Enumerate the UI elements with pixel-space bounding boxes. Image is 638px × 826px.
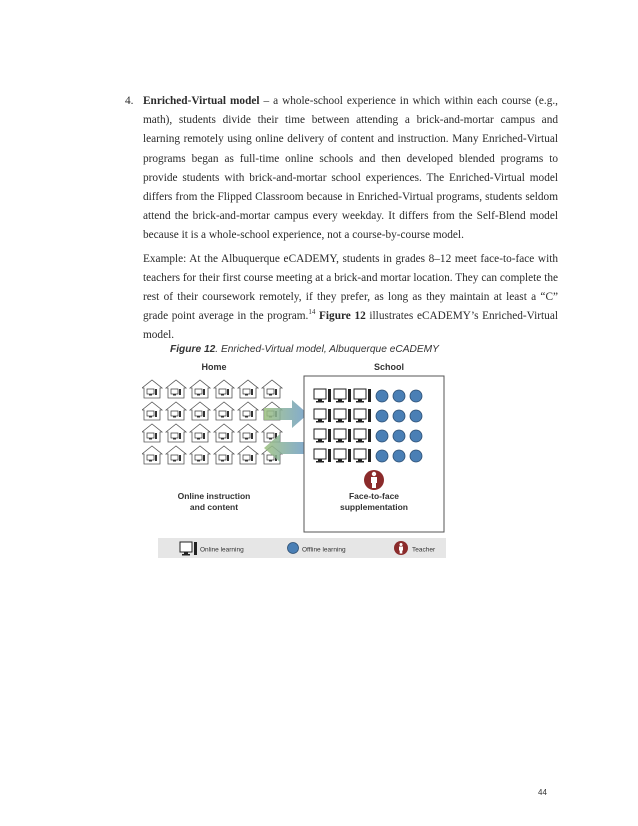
term: Enriched-Virtual model — [143, 95, 260, 107]
home-label: Home — [201, 362, 227, 372]
offline-learning-icon — [393, 430, 405, 442]
house-icon — [190, 446, 210, 464]
page-number: 44 — [538, 788, 547, 797]
house-icon — [166, 402, 186, 420]
legend-teacher-icon — [394, 541, 408, 555]
offline-learning-icon — [376, 430, 388, 442]
footnote-ref[interactable]: 14 — [308, 308, 316, 317]
home-caption-line1: Online instruction — [177, 491, 251, 501]
home-grid — [142, 380, 282, 464]
figure-diagram — [142, 356, 472, 566]
house-icon — [238, 380, 258, 398]
house-icon — [166, 424, 186, 442]
figure-caption-text: . Enriched-Virtual model, Albuquerque eCADEMY — [215, 344, 439, 355]
legend-offline-label: Offline learning — [302, 546, 346, 554]
offline-learning-icon — [410, 390, 422, 402]
legend-online-label: Online learning — [200, 546, 244, 554]
definition-paragraph — [143, 92, 558, 246]
example-text: Example: At the Albuquerque eCADEMY, students in grades 8–12 meet face-to-face with teachers for their first course meeting at a brick-and mortar location. They can complete the rest of their coursework remotely, if they prefer, as long as they maintain at least a “C” grade point average in the program. — [143, 252, 558, 323]
offline-learning-icon — [376, 450, 388, 462]
house-icon — [238, 424, 258, 442]
house-icon — [238, 402, 258, 420]
house-icon — [142, 380, 162, 398]
teacher-icon — [364, 470, 384, 490]
house-icon — [190, 424, 210, 442]
school-caption-line1: Face-to-face — [348, 491, 400, 501]
offline-learning-icon — [410, 430, 422, 442]
legend-teacher-label: Teacher — [412, 546, 436, 554]
list-item-enriched-virtual — [126, 92, 558, 346]
house-icon — [142, 446, 162, 464]
offline-learning-icon — [410, 410, 422, 422]
definition-text: – a whole-school experience in which within each course (e.g., math), students divide their time between attending a brick-and-mortar campus and learning remotely using online delivery of content and instruction. Many Enriched-Virtual programs began as full-time online schools and then developed blended programs to provide students with brick-and-mortar school experiences. The Enriched-Virtual model differs from the Flipped Classroom because in Enriched-Virtual programs, students seldom attend the brick-and-mortar campus every weekday. It differs from the Self-Blend model because it is a whole-school experience, not a course-by-course model. — [143, 95, 558, 242]
house-icon — [190, 380, 210, 398]
figure-label: Figure 12 — [170, 344, 216, 355]
house-icon — [214, 424, 234, 442]
house-icon — [190, 402, 210, 420]
house-icon — [142, 402, 162, 420]
example-text-end: illustrates eCADEMY’s Enriched-Virtual model. — [143, 310, 558, 342]
house-icon — [214, 402, 234, 420]
house-icon — [214, 380, 234, 398]
offline-learning-icon — [393, 450, 405, 462]
house-icon — [166, 446, 186, 464]
offline-learning-icon — [376, 390, 388, 402]
house-icon — [262, 380, 282, 398]
house-icon — [238, 446, 258, 464]
offline-learning-icon — [393, 390, 405, 402]
list-number: 4. — [125, 95, 134, 107]
house-icon — [214, 446, 234, 464]
school-label: School — [373, 362, 405, 372]
home-caption-line2: and content — [189, 502, 239, 512]
house-icon — [142, 424, 162, 442]
figure-reference: Figure 12 — [315, 310, 366, 323]
offline-learning-icon — [393, 410, 405, 422]
offline-learning-icon — [376, 410, 388, 422]
offline-learning-icon — [410, 450, 422, 462]
example-paragraph — [143, 250, 558, 346]
school-caption-line2: supplementation — [339, 502, 409, 512]
figure-caption — [170, 344, 500, 355]
legend-circle-icon — [288, 543, 299, 554]
house-icon — [166, 380, 186, 398]
